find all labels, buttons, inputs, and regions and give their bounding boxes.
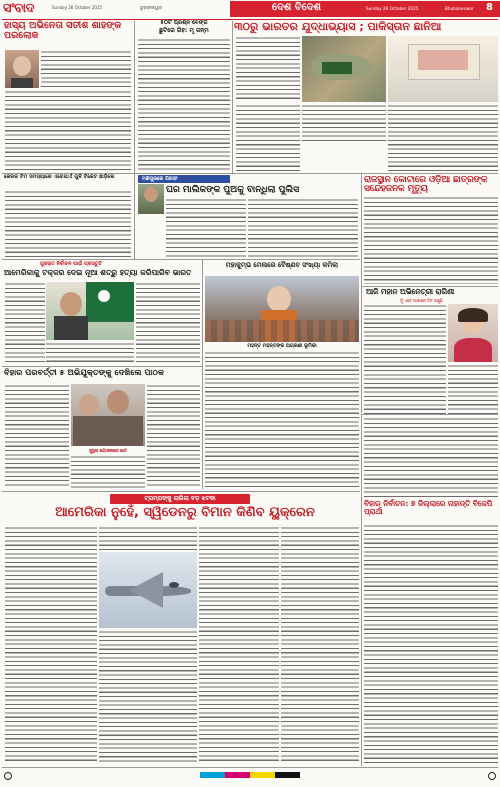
lower-left-body-b — [46, 342, 134, 364]
fighter-jet-photo — [99, 552, 197, 628]
lower-center-body-c — [147, 384, 200, 488]
right-lower-body — [364, 524, 498, 764]
satish-shah-photo — [5, 50, 39, 88]
lower-center-tag: ସୁସ୍ଥତା ଯୋଜନାରେ ଛାଟ — [89, 449, 127, 454]
right-mid-body — [364, 417, 498, 497]
edition-date-left: Sunday 26 October 2025 — [52, 5, 103, 10]
top-mid-headline: ଛୁଟିରେ ରିହ: ମୃ ଜନ୍ମ — [159, 27, 209, 34]
crop-mark-right — [488, 772, 496, 780]
right-lower-headline: ବିହାର ନିର୍ବାଚନ: ୭ ଜିଲ୍ଲାରେ ନାହାନ୍ତି ବିଜେପି ପ୍ରାର୍ଥୀ — [364, 499, 493, 516]
mid-center-banner: ମଣିପୁରରେ ଗିରଫ — [138, 175, 230, 183]
bottom-body-e — [281, 526, 359, 764]
lower-center-body-b — [71, 455, 145, 489]
print-color-strip — [200, 772, 300, 778]
lower-left-body-c — [136, 282, 200, 364]
mid-tag: ଭୁବନେଶ୍ୱର — [140, 6, 163, 11]
mid-center-body-b — [248, 198, 358, 258]
military-map-photo — [302, 36, 386, 102]
top-right-body-d — [388, 104, 498, 172]
crop-mark-left — [4, 772, 12, 780]
person-photo — [138, 184, 164, 214]
exercise-photo — [388, 36, 498, 102]
bottom-headline: ଆମେରିକା ନୁହେଁ, ସ୍ୱିଡେନରୁ ବିମାନ କିଣିବ ୟୁକ୍ରେନ — [55, 505, 315, 520]
actress-photo — [448, 304, 498, 362]
masthead-date: Sunday 26 October 2025 — [366, 6, 419, 11]
edition-meta — [52, 5, 102, 10]
section-band — [230, 1, 500, 17]
arrest-photo — [71, 384, 145, 446]
right-top-headline: ରାଜସ୍ଥାନ କୋଟାରେ ଓଡ଼ିଆ ଛାତ୍ରଙ୍କ ସନ୍ଦେହଜନକ ମୃତ୍ୟୁ — [364, 175, 488, 195]
mid-left-banner: ଗୁଜରାଟ ନିର୍ବାଚନ ପାଇଁ ପ୍ରସ୍ତୁତି — [40, 261, 102, 267]
bottom-body-a — [5, 526, 97, 764]
mid-left-body — [5, 190, 131, 258]
top-right-body-a — [236, 36, 300, 101]
mid-left-headline: କେରଳ ଟିମ ସମସ୍ୟାରେ ଏବେଯାଏଁ ଗୁଳି ଟିକେଟ ଛାଡ଼ିଲେ — [4, 174, 115, 180]
top-left-body-b — [5, 90, 131, 172]
lower-mid-subheadline: ମହନ୍ତ ମହନ୍ତଙ୍କ ଅଗ୍ରଣୀ ଭୂମିକା — [247, 343, 317, 349]
lower-left-headline: ଆମେରିକାକୁ ଟକ୍କର ଦେଇ ନୂଆ ଶତ୍ରୁ ହତ୍ୟା କରିପାରିବ ଭାରତ — [4, 268, 192, 277]
right-obit-tag: ମୁଁ ଏବେ ଆଶାରେ ଦିନ ଗଣୁଛି — [400, 298, 443, 303]
top-left-headline: ହାସ୍ୟ ଅଭିନେତା ସତୀଶ ଶାହଙ୍କ ପରଲୋକ — [4, 20, 122, 41]
masthead-logo: ସଂବାଦ — [3, 1, 35, 16]
top-mid-body — [138, 38, 230, 172]
top-left-body-a — [41, 50, 131, 90]
leader-photo — [46, 282, 134, 340]
right-obit-body — [364, 304, 446, 414]
right-top-body — [364, 196, 498, 284]
crowd-photo — [205, 276, 359, 342]
bottom-kicker: ଟ୍ରମ୍ପଙ୍କୁ ଲାଗିଲା ବଡ଼ ଝଟକା — [110, 494, 250, 504]
bottom-body-b — [99, 526, 197, 550]
lower-center-headline: ବିହାର ପରବର୍ତ୍ତୀ ୫ ଅଭିଯୁକ୍ତଙ୍କୁ ଦେଖିଲେ ପାଠକ — [4, 367, 164, 377]
bottom-body-c — [99, 630, 197, 764]
edition-name: Bhubaneswar — [445, 6, 474, 11]
masthead — [0, 0, 500, 20]
lower-mid-headline: ମହାକୁମ୍ଭ ମେଳାରେ ବୈଷ୍ଣବ ସଂଖ୍ୟା କମିଲା — [225, 261, 339, 269]
mid-center-body — [166, 198, 246, 258]
top-right-headline: ୩ଠରୁ ଭାରତର ଯୁଦ୍ଧାଭ୍ୟାସ ; ପାକିସ୍ତାନ ଛାନିଆ — [234, 20, 442, 33]
top-mid-subheadline: ୫୦ଟି ପ୍ରଶ୍ନ ବେଙ୍ଗ — [160, 20, 208, 26]
right-obit-body-b — [448, 364, 498, 414]
section-title: ଦେଶ ବିଦେଶ — [272, 2, 321, 13]
lower-mid-body — [205, 351, 359, 489]
top-right-body-c — [302, 104, 386, 144]
bottom-body-d — [199, 526, 279, 764]
lower-center-body-a — [5, 384, 69, 488]
right-obit-headline: ଆଜି ମହାନ ଅଭିନେତ୍ରୀ ରାଗିଣୀ — [366, 287, 455, 296]
lower-left-body-a — [5, 282, 45, 364]
mid-center-headline: ଘର ମାଲିକଙ୍କ ପୁଅକୁ ବାନ୍ଧିଲା ପୁଲିସ — [166, 185, 300, 195]
page-number: 8 — [486, 2, 493, 13]
top-right-body-b — [236, 104, 300, 172]
